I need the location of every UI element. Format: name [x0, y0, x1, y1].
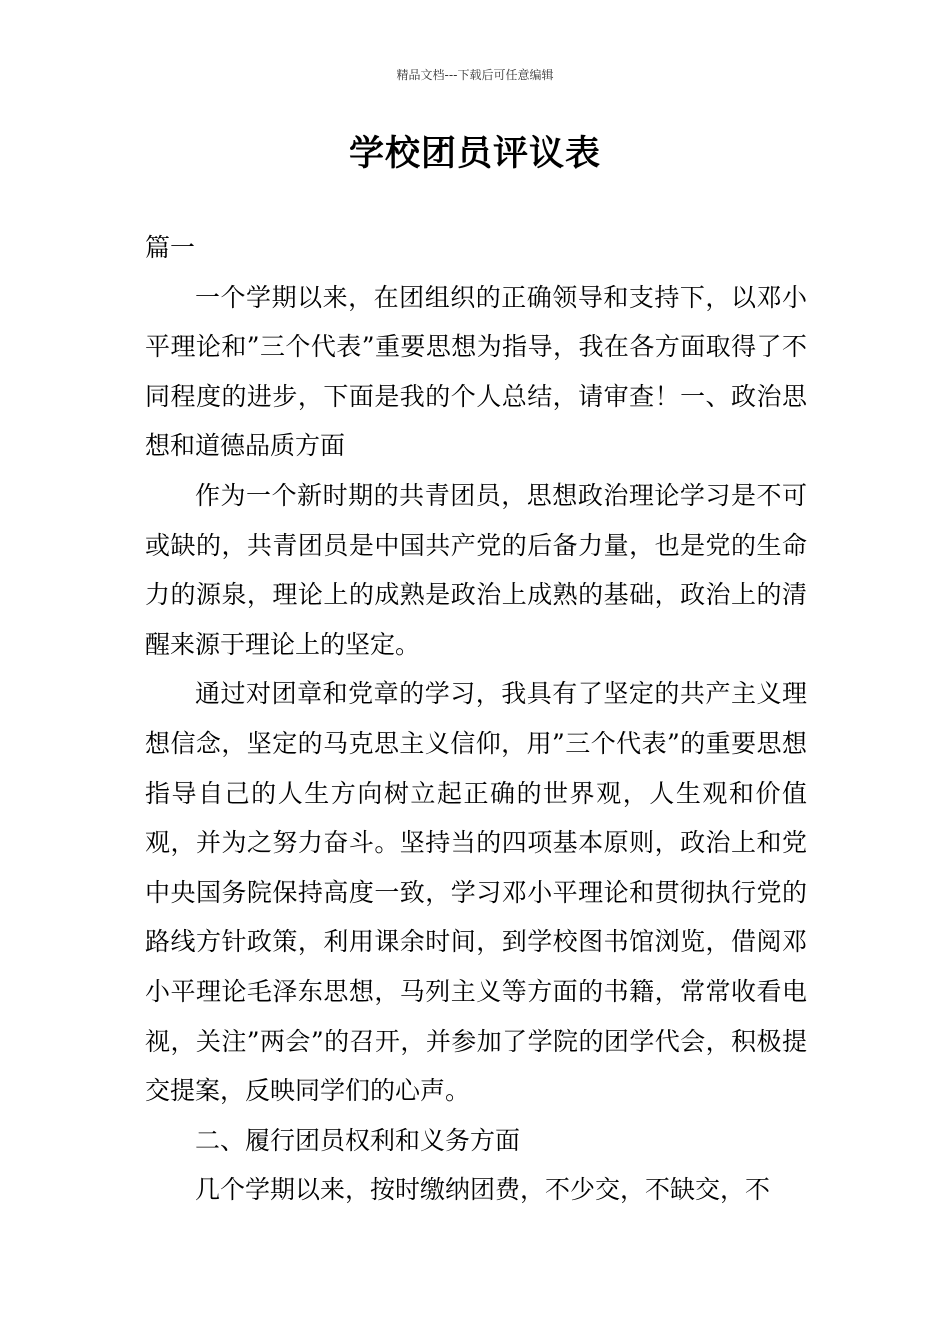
section-heading-2: 二、履行团员权利和义务方面: [195, 1125, 521, 1155]
document-title: 学校团员评议表: [348, 134, 601, 174]
page-header-note: 精品文档---下载后可任意编辑: [396, 68, 554, 82]
paragraph-3: 通过对团章和党章的学习，我具有了坚定的共产主义理想信念，坚定的马克思主义信仰，用”三个代表”的重要思想指导自己的人生方向树立起正确的世界观，人生观和价值观，并为之努力奋斗。坚持当的四项基本原则，政治上和党中央国务院保持高度一致，学习邓小平理论和贯彻执行党的路线方针政策，利用课余时间，到学校图书馆浏览，借阅邓小平理论毛泽东思想，马列主义等方面的书籍，常常收看电视，关注”两会”的召开，并参加了学院的团学代会，积极提交提案，反映同学们的心声。: [145, 679, 807, 1106]
paragraph-1: 一个学期以来，在团组织的正确领导和支持下，以邓小平理论和”三个代表”重要思想为指导，我在各方面取得了不同程度的进步，下面是我的个人总结，请审查！一、政治思想和道德品质方面: [145, 282, 807, 461]
paragraph-4: 几个学期以来，按时缴纳团费，不少交，不缺交，不: [195, 1175, 771, 1205]
section-label: 篇一: [145, 233, 196, 262]
document-body: [145, 223, 807, 1215]
paragraph-2: 作为一个新时期的共青团员，思想政治理论学习是不可或缺的，共青团员是中国共产党的后备力量，也是党的生命力的源泉，理论上的成熟是政治上成熟的基础，政治上的清醒来源于理论上的坚定。: [145, 480, 807, 659]
